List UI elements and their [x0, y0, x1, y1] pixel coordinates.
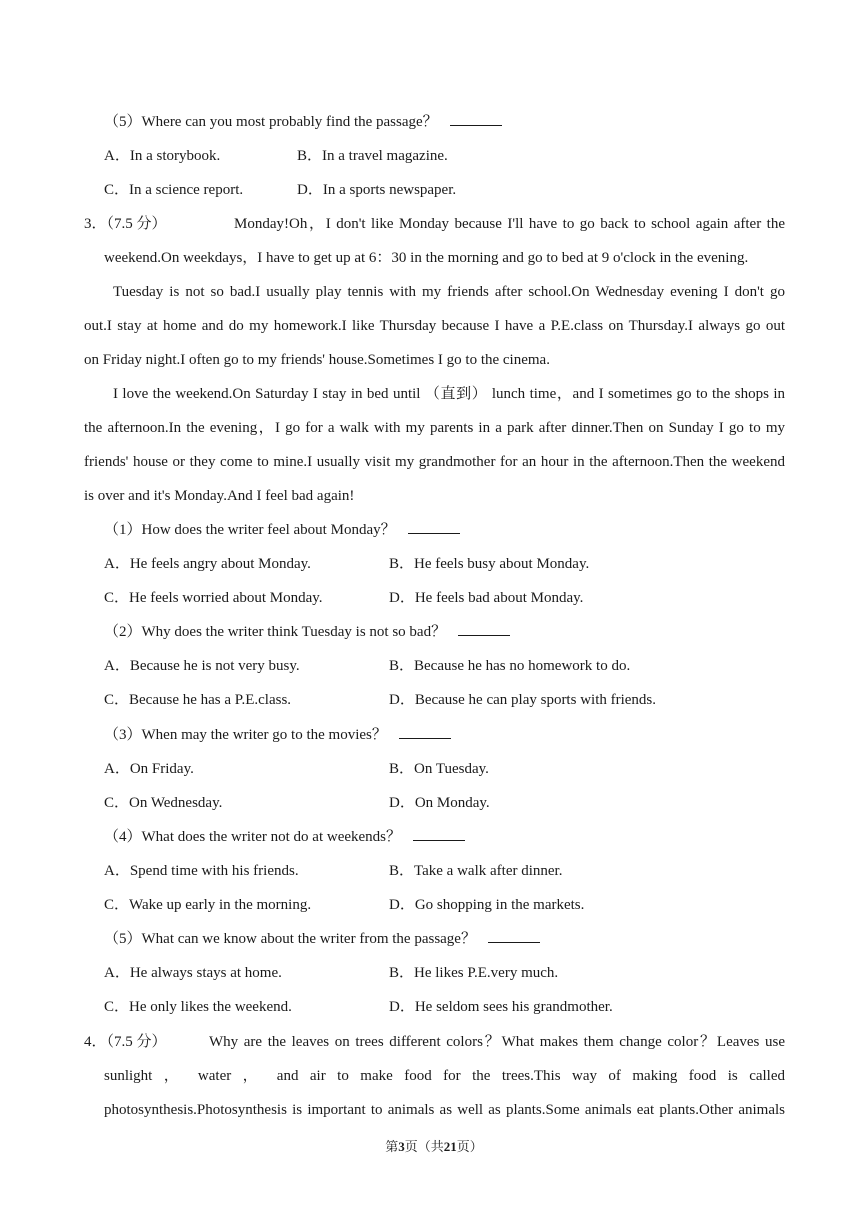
answer-blank[interactable]	[458, 623, 510, 636]
page-footer: 第3页（共21页）	[385, 1139, 483, 1154]
passage-line: Tuesday is not so bad.I usually play tennis with my friends after school.On Wednesday evening I don't go	[113, 284, 785, 300]
option-b: B．He feels busy about Monday.	[389, 556, 590, 572]
question-number: 3．（7.5 分）	[84, 216, 167, 232]
page-total: 21	[443, 1139, 457, 1154]
answer-blank[interactable]	[488, 930, 540, 943]
question-stem: （4）What does the writer not do at weekends？	[104, 827, 465, 847]
answer-blank[interactable]	[399, 726, 451, 739]
answer-blank[interactable]	[450, 113, 502, 126]
option-a: A．Because he is not very busy.	[104, 658, 300, 674]
question-stem: （2）Why does the writer think Tuesday is not so bad？	[104, 622, 510, 642]
passage-line: photosynthesis.Photosynthesis is important to animals as well as plants.Some animals eat plants.Other animals	[104, 1102, 785, 1118]
option-d: D．He seldom sees his grandmother.	[389, 999, 613, 1015]
passage-line: sunlight ， water ， and air to make food for the trees.This way of making food is called	[104, 1068, 785, 1084]
option-a: A．Spend time with his friends.	[104, 863, 299, 879]
option-a: A．He always stays at home.	[104, 965, 282, 981]
option-d: D．He feels bad about Monday.	[389, 590, 584, 606]
answer-blank[interactable]	[408, 521, 460, 534]
answer-blank[interactable]	[413, 828, 465, 841]
passage-line: out.I stay at home and do my homework.I like Thursday because I have a P.E.class on Thursday.I always go out	[84, 318, 785, 334]
passage-line: friends' house or they come to mine.I usually visit my grandmother for an hour in the afternoon.Then the weekend	[84, 454, 785, 470]
option-c: C．Because he has a P.E.class.	[104, 692, 292, 708]
option-a: A．On Friday.	[104, 761, 194, 777]
question-stem: （1）How does the writer feel about Monday？	[104, 520, 460, 540]
page-number: 3	[398, 1139, 405, 1154]
question-stem: （3）When may the writer go to the movies？	[104, 725, 451, 745]
option-d: D．In a sports newspaper.	[297, 182, 457, 198]
passage-line: the afternoon.In the evening，I go for a walk with my parents in a park after dinner.Then on Sunday I go to my	[84, 420, 785, 436]
passage-line: weekend.On weekdays，I have to get up at 6：30 in the morning and go to bed at 9 o'clock in the evening.	[104, 250, 749, 266]
option-d: D．Because he can play sports with friends.	[389, 692, 657, 708]
option-c: C．In a science report.	[104, 182, 244, 198]
option-a: A．In a storybook.	[104, 148, 221, 164]
passage-line: is over and it's Monday.And I feel bad again!	[84, 488, 355, 504]
option-c: C．He only likes the weekend.	[104, 999, 292, 1015]
option-b: B．On Tuesday.	[389, 761, 489, 777]
option-c: C．On Wednesday.	[104, 795, 223, 811]
option-b: B．In a travel magazine.	[297, 148, 448, 164]
option-c: C．He feels worried about Monday.	[104, 590, 323, 606]
passage-line: Why are the leaves on trees different colors？What makes them change color？Leaves use	[209, 1034, 785, 1050]
passage-line: I love the weekend.On Saturday I stay in bed until （直到） lunch time，and I sometimes go to the shops in	[113, 386, 785, 402]
option-b: B．He likes P.E.very much.	[389, 965, 559, 981]
question-number: 4．（7.5 分）	[84, 1034, 167, 1050]
passage-line: Monday!Oh，I don't like Monday because I'll have to go back to school again after the	[234, 216, 785, 232]
passage-line: on Friday night.I often go to my friends' house.Sometimes I go to the cinema.	[84, 352, 550, 368]
option-a: A．He feels angry about Monday.	[104, 556, 311, 572]
question-stem: （5）Where can you most probably find the passage？	[104, 112, 502, 132]
question-stem: （5）What can we know about the writer from the passage？	[104, 929, 540, 949]
option-b: B．Take a walk after dinner.	[389, 863, 563, 879]
option-c: C．Wake up early in the morning.	[104, 897, 312, 913]
option-d: D．Go shopping in the markets.	[389, 897, 585, 913]
option-d: D．On Monday.	[389, 795, 490, 811]
option-b: B．Because he has no homework to do.	[389, 658, 631, 674]
